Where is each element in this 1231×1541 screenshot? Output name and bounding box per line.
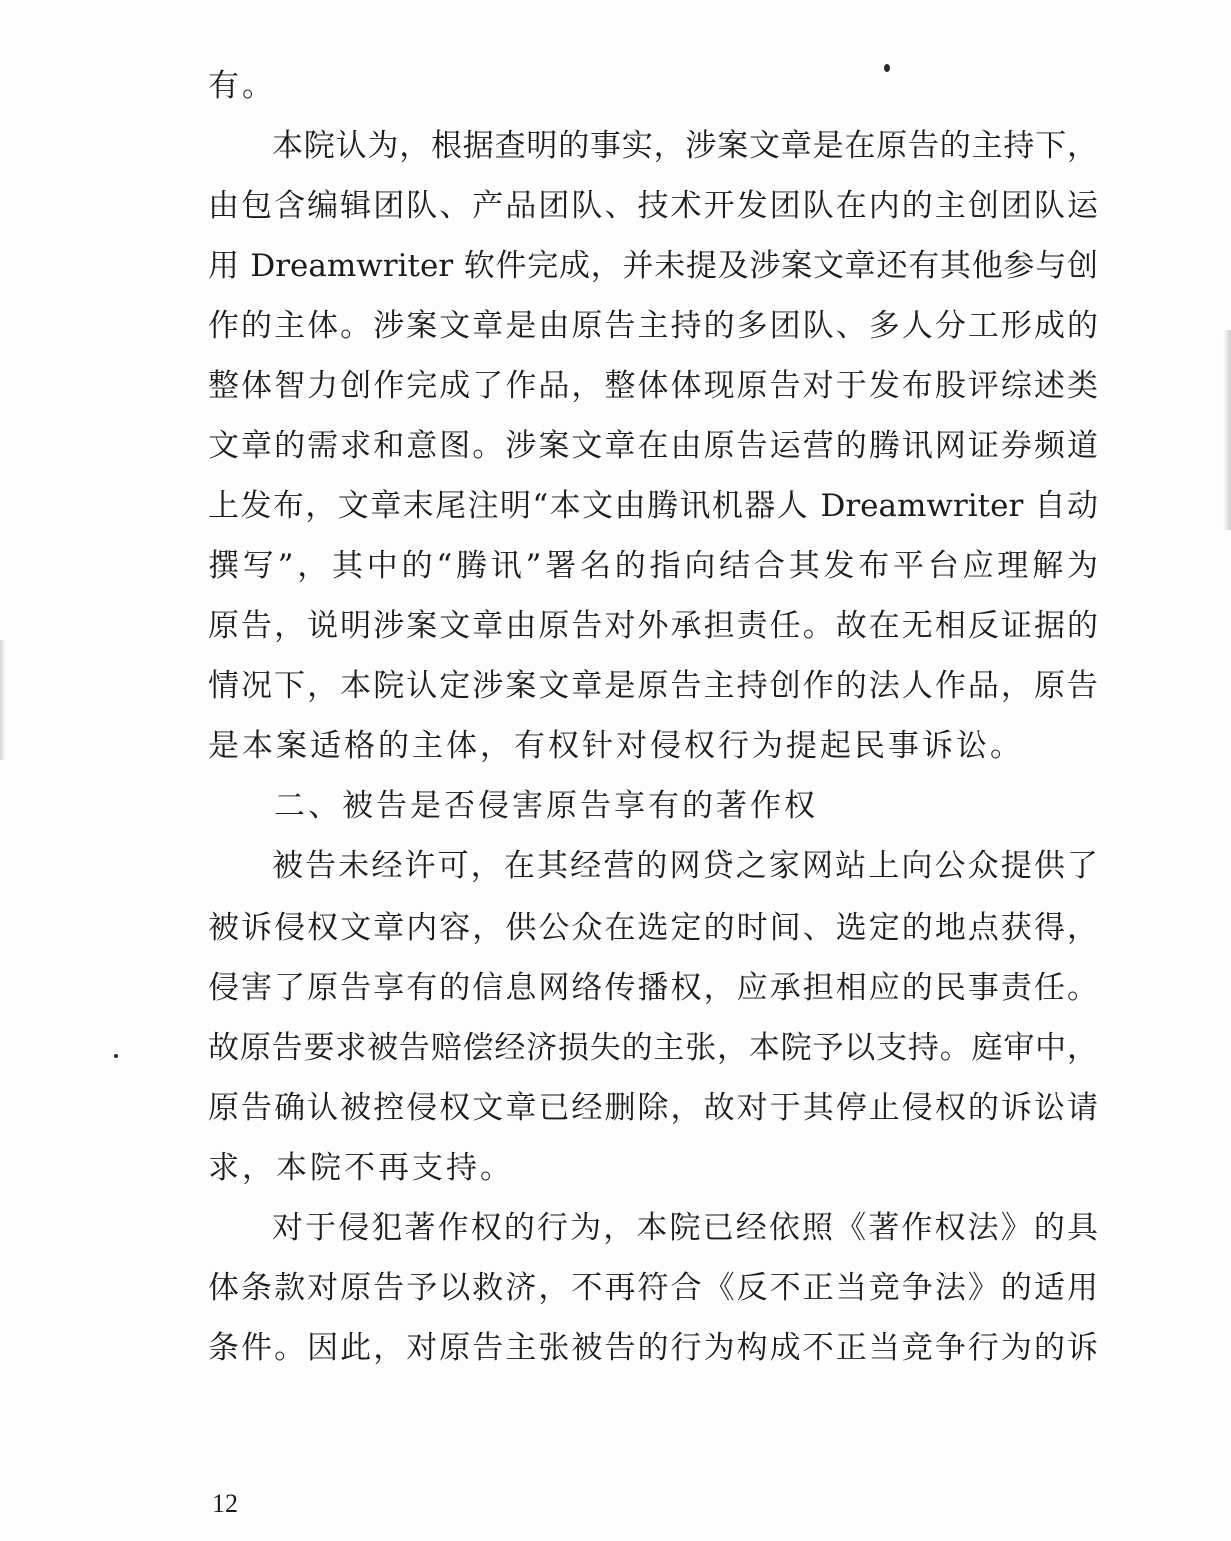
text-line: 本院认为，根据查明的事实，涉案文章是在原告的主持下， [272, 128, 1098, 164]
page-number: 12 [212, 1489, 238, 1518]
text-line: 上发布，文章末尾注明“本文由腾讯机器人 Dreamwriter 自动 [208, 488, 1098, 524]
text-line: 对于侵犯著作权的行为，本院已经依照《著作权法》的具 [272, 1210, 1098, 1246]
text-line: 撰写”，其中的“腾讯”署名的指向结合其发布平台应理解为 [208, 548, 1098, 584]
text-line: 体条款对原告予以救济，不再符合《反不正当竞争法》的适用 [208, 1270, 1098, 1306]
text-line: 故原告要求被告赔偿经济损失的主张，本院予以支持。庭审中， [208, 1030, 1098, 1066]
text-line: 求，本院不再支持。 [208, 1150, 514, 1186]
text-line: 被诉侵权文章内容，供公众在选定的时间、选定的地点获得， [208, 910, 1098, 946]
scan-edge-shadow-right [1223, 330, 1231, 530]
text-line: 原告确认被控侵权文章已经删除，故对于其停止侵权的诉讼请 [208, 1090, 1098, 1126]
text-line: 由包含编辑团队、产品团队、技术开发团队在内的主创团队运 [208, 188, 1098, 224]
text-line: 情况下，本院认定涉案文章是原告主持创作的法人作品，原告 [208, 668, 1098, 704]
text-line: 文章的需求和意图。涉案文章在由原告运营的腾讯网证券频道 [208, 428, 1098, 464]
text-line: 整体智力创作完成了作品，整体体现原告对于发布股评综述类 [208, 368, 1098, 404]
section-heading: 二、被告是否侵害原告享有的著作权 [274, 788, 818, 824]
scan-edge-shadow [0, 640, 6, 760]
text-line: 是本案适格的主体，有权针对侵权行为提起民事诉讼。 [208, 728, 1024, 764]
text-line: 侵害了原告享有的信息网络传播权，应承担相应的民事责任。 [208, 970, 1098, 1006]
text-line: 原告，说明涉案文章由原告对外承担责任。故在无相反证据的 [208, 608, 1098, 644]
scan-speck [884, 64, 890, 72]
text-line: 作的主体。涉案文章是由原告主持的多团队、多人分工形成的 [208, 308, 1098, 344]
scan-speck [114, 1054, 118, 1058]
text-line: 用 Dreamwriter 软件完成，并未提及涉案文章还有其他参与创 [208, 248, 1098, 284]
text-line: 有。 [208, 68, 276, 104]
text-line: 被告未经许可，在其经营的网贷之家网站上向公众提供了 [272, 848, 1098, 884]
text-line: 条件。因此，对原告主张被告的行为构成不正当竞争行为的诉 [208, 1330, 1098, 1366]
